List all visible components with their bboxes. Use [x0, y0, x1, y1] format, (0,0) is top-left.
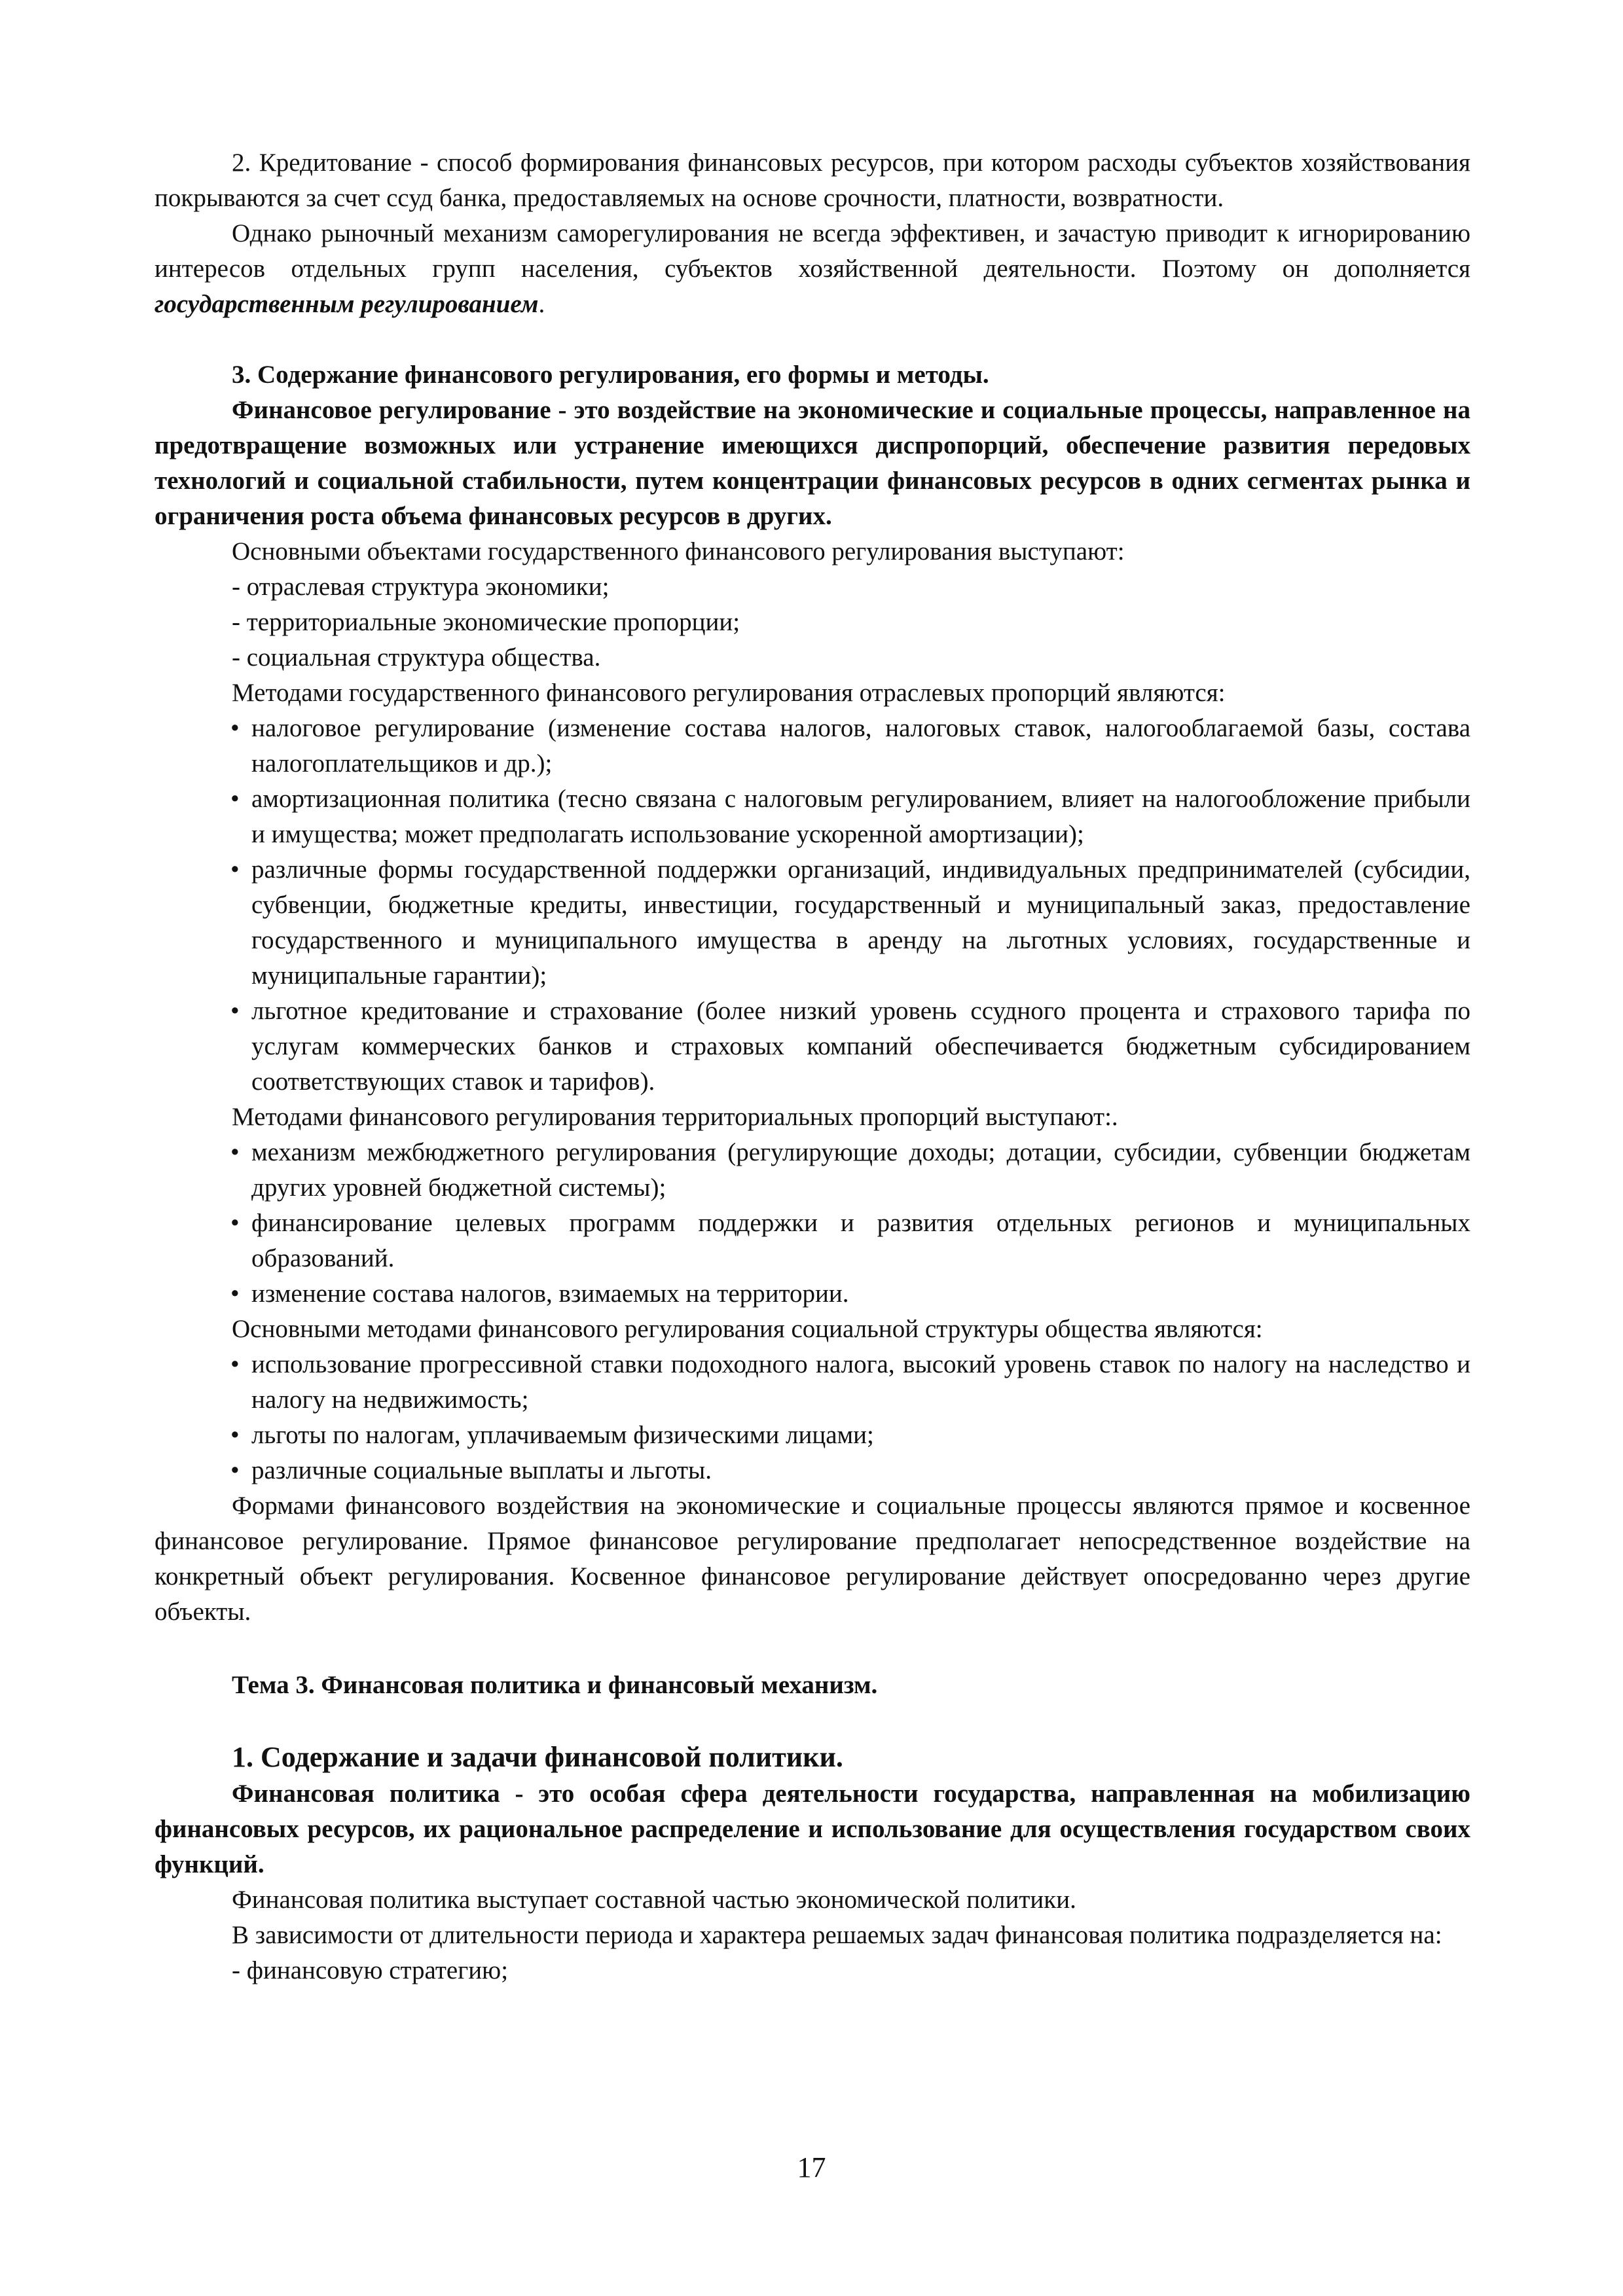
object-item: - социальная структура общества. — [232, 643, 601, 672]
page-number: 17 — [797, 2151, 826, 2183]
list-item: • различные формы государственной поддержки организаций, индивидуальных предпринимателей (субсидии, субвенции, бюджетные кредиты, инвестиции, государственный и муниципальный заказ, предоставление государственного и муниципального имущества в аренду на льготных условиях, государственные и муниципальные гарантии); — [251, 852, 1470, 994]
emphasis-state-regulation: государственным регулированием — [155, 290, 539, 318]
objects-intro: Основными объектами государственного финансового регулирования выступают: — [232, 537, 1125, 565]
sector-methods-list — [155, 711, 1470, 1100]
list-item: • использование прогрессивной ставки подоходного налога, высокий уровень ставок по налогу на наследство и налогу на недвижимость; — [251, 1347, 1470, 1418]
section-3-heading: 3. Содержание финансового регулирования, его формы и методы. — [232, 361, 989, 389]
topic-heading: Тема 3. Финансовая политика и финансовый механизм. — [232, 1671, 878, 1699]
list-item: • налоговое регулирование (изменение состава налогов, налоговых ставок, налогооблагаемой базы, состава налогоплательщиков и др.); — [251, 711, 1470, 781]
territorial-methods-list — [155, 1135, 1470, 1312]
list-item: • различные социальные выплаты и льготы. — [251, 1453, 1470, 1488]
territorial-methods-intro: Методами финансового регулирования территориальных пропорций выступают:. — [232, 1103, 1118, 1131]
social-methods-list — [155, 1347, 1470, 1488]
spacer — [155, 1703, 1470, 1738]
spacer — [155, 1630, 1470, 1668]
page-content — [155, 145, 1470, 1988]
policy-part-paragraph: Финансовая политика выступает составной частью экономической политики. — [232, 1886, 1076, 1914]
object-item: - отраслевая структура экономики; — [232, 573, 610, 601]
paragraph-end: . — [538, 290, 545, 318]
list-item: • изменение состава налогов, взимаемых на территории. — [251, 1276, 1470, 1312]
section-3-definition: Финансовое регулирование - это воздействие на экономические и социальные процессы, направленное на предотвращение возможных или устранение имеющихся диспропорций, обеспечение развития передовых технологий и социальной стабильности, путем концентрации финансовых ресурсов в одних сегментах рынка и ограничения роста объема финансовых ресурсов в других. — [155, 396, 1470, 530]
list-item: • льготы по налогам, уплачиваемым физическими лицами; — [251, 1418, 1470, 1453]
forms-paragraph: Формами финансового воздействия на экономические и социальные процессы являются прямое и косвенное финансовое регулирование. Прямое финансовое регулирование предполагает непосредственное воздействие на конкретный объект регулирования. Косвенное финансовое регулирование действует опосредованно через другие объекты. — [155, 1492, 1470, 1626]
policy-division-paragraph: В зависимости от длительности периода и характера решаемых задач финансовая политика подразделяется на: — [232, 1921, 1442, 1949]
section-1-definition: Финансовая политика - это особая сфера деятельности государства, направленная на мобилизацию финансовых ресурсов, их рациональное распределение и использование для осуществления государством своих функций. — [155, 1780, 1470, 1878]
policy-type-item: - финансовую стратегию; — [232, 1956, 509, 1984]
list-item: • амортизационная политика (тесно связана с налоговым регулированием, влияет на налогообложение прибыли и имущества; может предполагать использование ускоренной амортизации); — [251, 781, 1470, 852]
spacer — [155, 322, 1470, 357]
paragraph-text: Однако рыночный механизм саморегулирования не всегда эффективен, и зачастую приводит к игнорированию интересов отдельных групп населения, субъектов хозяйственной деятельности. Поэтому он дополняется — [155, 219, 1470, 283]
object-item: - территориальные экономические пропорции; — [232, 608, 740, 636]
list-item: • механизм межбюджетного регулирования (регулирующие доходы; дотации, субсидии, субвенции бюджетам других уровней бюджетной системы); — [251, 1135, 1470, 1206]
list-item: • льготное кредитование и страхование (более низкий уровень ссудного процента и страхового тарифа по услугам коммерческих банков и страховых компаний обеспечивается бюджетным субсидированием соответствующих ставок и тарифов). — [251, 994, 1470, 1100]
paragraph-crediting: 2. Кредитование - способ формирования финансовых ресурсов, при котором расходы субъектов хозяйствования покрываются за счет ссуд банка, предоставляемых на основе срочности, платности, возвратности. — [155, 149, 1470, 212]
sector-methods-intro: Методами государственного финансового регулирования отраслевых пропорций являются: — [232, 679, 1226, 707]
paragraph-market-mechanism — [155, 216, 1470, 322]
social-methods-intro: Основными методами финансового регулирования социальной структуры общества являются: — [232, 1315, 1263, 1343]
section-1-heading: 1. Содержание и задачи финансовой политики. — [232, 1741, 843, 1773]
list-item: • финансирование целевых программ поддержки и развития отдельных регионов и муниципальных образований. — [251, 1206, 1470, 1276]
